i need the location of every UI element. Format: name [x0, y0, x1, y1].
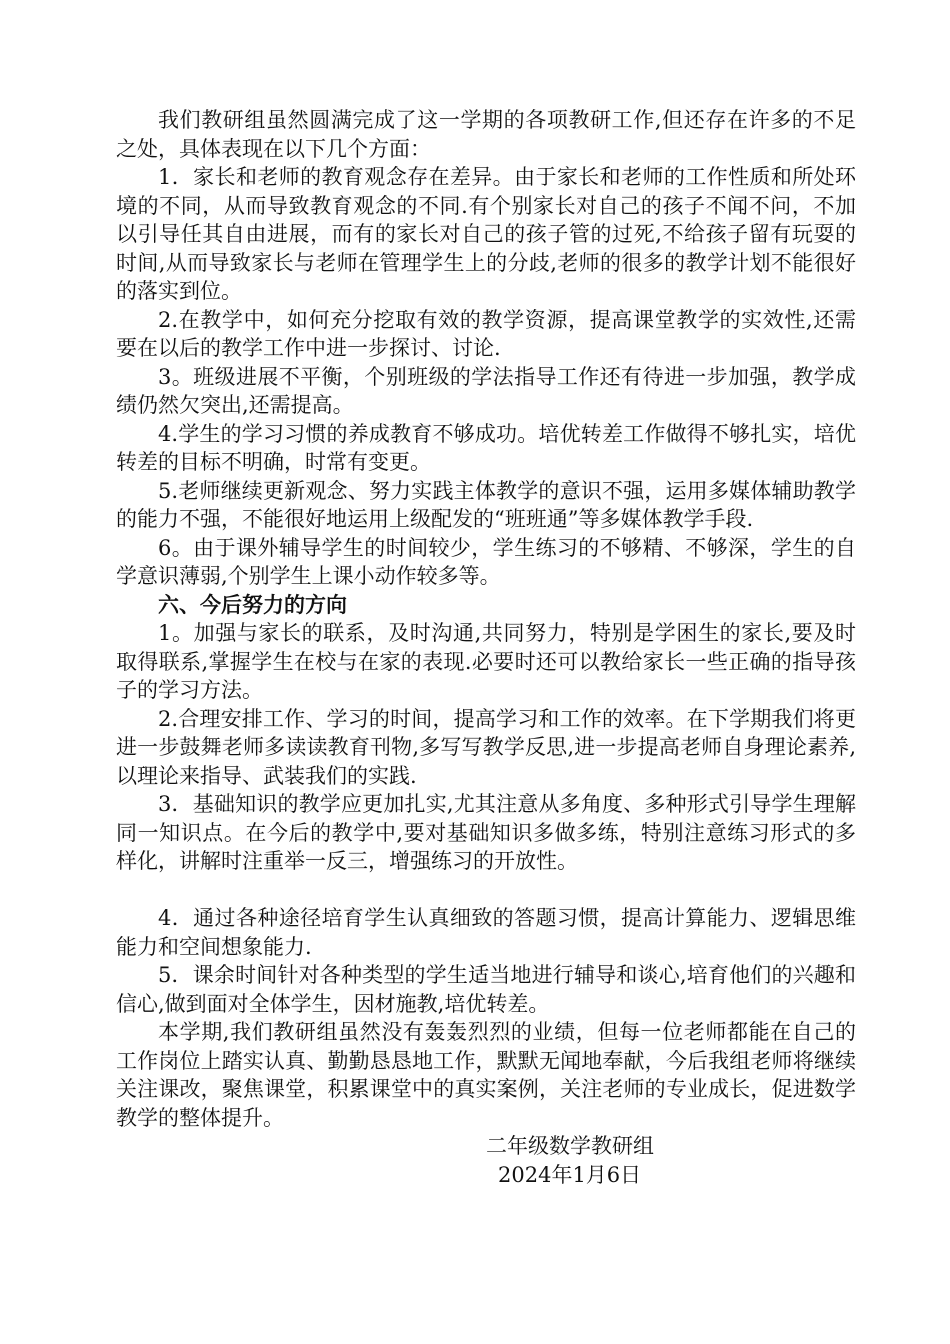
direction-item-5: 5．课余时间针对各种类型的学生适当地进行辅导和谈心,培育他们的兴趣和信心,做到面对全体学生，因材施教,培优转差。	[116, 963, 856, 1016]
conclusion-paragraph: 本学期,我们教研组虽然没有轰轰烈烈的业绩，但每一位老师都能在自己的工作岗位上踏实认真、勤勤恳恳地工作，默默无闻地奉献，今后我组老师将继续关注课改，聚焦课堂，积累课堂中的真实案例，关注老师的专业成长，促进数学教学的整体提升。	[116, 1020, 856, 1130]
direction-item-3: 3．基础知识的教学应更加扎实,尤其注意从多角度、多种形式引导学生理解同一知识点。在今后的教学中,要对基础知识多做多练，特别注意练习形式的多样化，讲解时注重举一反三，增强练习的开放性。	[116, 792, 856, 873]
document-body	[116, 106, 856, 1189]
problem-item-6: 6。由于课外辅导学生的时间较少，学生练习的不够精、不够深，学生的自学意识薄弱,个别学生上课小动作较多等。	[116, 535, 856, 588]
problem-item-1: 1．家长和老师的教育观念存在差异。由于家长和老师的工作性质和所处环境的不同，从而导致教育观念的不同.有个别家长对自己的孩子不闻不问，不加以引导任其自由进展，而有的家长对自己的孩子管的过死,不给孩子留有玩耍的时间,从而导致家长与老师在管理学生上的分歧,老师的很多的教学计划不能很好的落实到位。	[116, 165, 856, 303]
problem-item-2: 2.在教学中，如何充分挖取有效的教学资源，提高课堂教学的实效性,还需要在以后的教学工作中进一步探讨、讨论.	[116, 307, 856, 360]
section-heading: 六、今后努力的方向	[158, 591, 347, 617]
signature-date: 2024年1月6日	[498, 1162, 642, 1187]
intro-paragraph: 我们教研组虽然圆满完成了这一学期的各项教研工作,但还存在许多的不足之处，具体表现在以下几个方面：	[116, 108, 856, 161]
direction-item-1: 1。加强与家长的联系，及时沟通,共同努力，特别是学困生的家长,要及时取得联系,掌握学生在校与在家的表现.必要时还可以教给家长一些正确的指导孩子的学习方法。	[116, 621, 856, 702]
direction-item-2: 2.合理安排工作、学习的时间，提高学习和工作的效率。在下学期我们将更进一步鼓舞老师多读读教育刊物,多写写教学反思,进一步提高老师自身理论素养,以理论来指导、武装我们的实践.	[116, 706, 856, 788]
problem-item-3: 3。班级进展不平衡，个别班级的学法指导工作还有待进一步加强，教学成绩仍然欠突出,还需提高。	[116, 364, 856, 417]
problem-item-4: 4.学生的学习习惯的养成教育不够成功。培优转差工作做得不够扎实，培优转差的目标不明确，时常有变更。	[116, 421, 856, 474]
problem-item-5: 5.老师继续更新观念、努力实践主体教学的意识不强，运用多媒体辅助教学的能力不强，不能很好地运用上级配发的“班班通”等多媒体教学手段.	[116, 478, 856, 531]
blank-line	[116, 876, 856, 905]
direction-item-4: 4．通过各种途径培育学生认真细致的答题习惯，提高计算能力、逻辑思维能力和空间想象能力.	[116, 906, 856, 959]
signature-org: 二年级数学教研组	[486, 1134, 654, 1158]
